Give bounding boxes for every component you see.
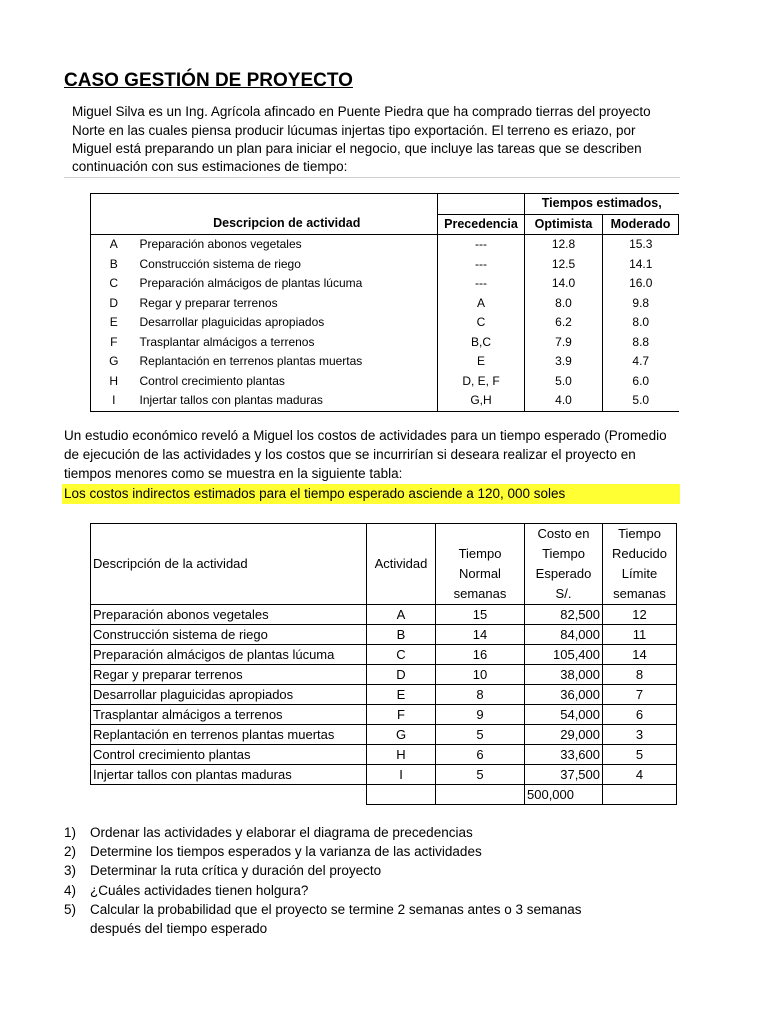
intro-line-4: continuación con sus estimaciones de tiempo: xyxy=(72,159,348,174)
table-row: C Preparación almácigos de plantas lúcuma --- 14.0 16.0 xyxy=(91,274,679,294)
table-row: I Injertar tallos con plantas maduras G,H 4.0 5.0 xyxy=(91,391,679,411)
question-1: 1) Ordenar las actividades y elaborar el diagrama de precedencias xyxy=(64,825,473,840)
table-row: Regar y preparar terrenos D 10 38,000 8 xyxy=(91,665,677,685)
table-row: Trasplantar almácigos a terrenos F 9 54,000 6 xyxy=(91,705,677,725)
question-5: 5) Calcular la probabilidad que el proyecto se termine 2 semanas antes o 3 semanas xyxy=(64,902,582,917)
table-row: Control crecimiento plantas H 6 33,600 5 xyxy=(91,745,677,765)
table-row: B Construcción sistema de riego --- 12.5 14.1 xyxy=(91,255,679,275)
optimistic-header: Optimista xyxy=(525,214,603,235)
table-row: Replantación en terrenos plantas muertas G 5 29,000 3 xyxy=(91,725,677,745)
cost-study-line-1: Un estudio económico reveló a Miguel los costos de actividades para un tiempo esperado (Promedio xyxy=(64,428,667,443)
table-row: Preparación abonos vegetales A 15 82,500 12 xyxy=(91,605,677,625)
document-title: CASO GESTIÓN DE PROYECTO xyxy=(64,70,353,91)
activity-description-header: Descripción de la actividad xyxy=(91,524,367,605)
question-2: 2) Determine los tiempos esperados y la varianza de las actividades xyxy=(64,844,482,859)
activity-costs-table xyxy=(90,523,677,805)
activities-time-rows xyxy=(91,235,679,412)
table-row: D Regar y preparar terrenos A 8.0 9.8 xyxy=(91,294,679,314)
intro-line-3: Miguel está preparando un plan para iniciar el negocio, que incluye las tareas que se describen xyxy=(72,141,642,156)
table-row: H Control crecimiento plantas D, E, F 5.0 6.0 xyxy=(91,372,679,392)
cost-study-line-3: tiempos menores como se muestra en la siguiente tabla: xyxy=(64,466,403,481)
cost-study-line-2: de ejecución de las actividades y los costos que se incurrirían si deseara realizar el proyecto en xyxy=(64,447,636,462)
total-row xyxy=(91,785,677,805)
separator-line xyxy=(64,177,680,178)
estimated-times-header: Tiempos estimados, xyxy=(525,194,679,215)
table-row: A Preparación abonos vegetales --- 12.8 15.3 xyxy=(91,235,679,255)
table-row: Desarrollar plaguicidas apropiados E 8 36,000 7 xyxy=(91,685,677,705)
table-row: Preparación almácigos de plantas lúcuma C 16 105,400 14 xyxy=(91,645,677,665)
question-5-continuation: después del tiempo esperado xyxy=(90,921,268,936)
reduced-time-header: Tiempo Reducido Límite semanas xyxy=(603,524,677,605)
expected-cost-header: Costo en Tiempo Esperado S/. xyxy=(525,524,603,605)
table-row: G Replantación en terrenos plantas muertas E 3.9 4.7 xyxy=(91,352,679,372)
question-3: 3) Determinar la ruta crítica y duración del proyecto xyxy=(64,863,382,878)
total-cost: 500,000 xyxy=(525,785,603,805)
normal-time-header: Tiempo Normal semanas xyxy=(436,524,525,605)
activity-description-header: Descripcion de actividad xyxy=(137,214,438,235)
table-row: Construcción sistema de riego B 14 84,000 11 xyxy=(91,625,677,645)
table-row: F Trasplantar almácigos a terrenos B,C 7.9 8.8 xyxy=(91,333,679,353)
activities-time-table xyxy=(90,193,679,412)
indirect-costs-highlight: Los costos indirectos estimados para el tiempo esperado asciende a 120, 000 soles xyxy=(62,484,680,504)
intro-line-2: Norte en las cuales piensa producir lúcumas injertas tipo exportación. El terreno es eriazo, por xyxy=(72,123,636,138)
table-row: E Desarrollar plaguicidas apropiados C 6.2 8.0 xyxy=(91,313,679,333)
moderate-header: Moderado xyxy=(603,214,679,235)
question-4: 4) ¿Cuáles actividades tienen holgura? xyxy=(64,883,309,898)
intro-line-1: Miguel Silva es un Ing. Agrícola afincado en Puente Piedra que ha comprado tierras del proyecto xyxy=(72,104,651,119)
table-row: Injertar tallos con plantas maduras I 5 37,500 4 xyxy=(91,765,677,785)
activity-header: Actividad xyxy=(367,524,436,605)
precedence-header: Precedencia xyxy=(438,214,525,235)
